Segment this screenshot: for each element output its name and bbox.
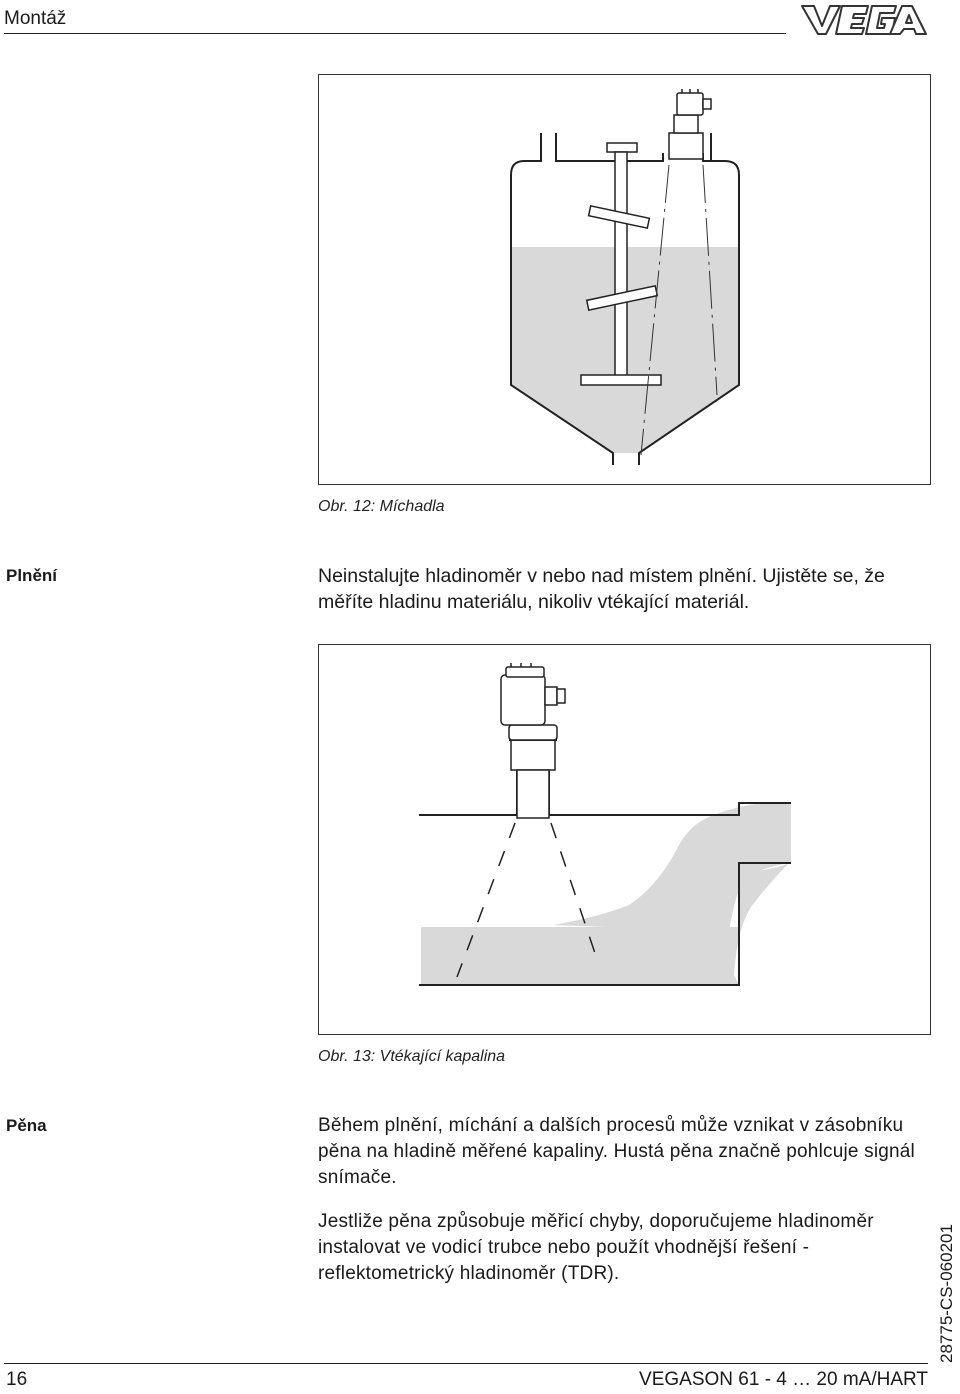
footer-divider: [4, 1363, 928, 1364]
document-code: 28775-CS-060201: [937, 1224, 956, 1363]
page-number: 16: [6, 1369, 28, 1390]
section-title: Montáž: [4, 8, 67, 29]
foam-paragraph-1: Během plnění, míchání a dalších procesů může vznikat v zásobníku pěna na hladině měřené kapaliny. Hustá pěna značně pohlcuje signál snímače.: [318, 1115, 915, 1188]
figure-agitator: [318, 74, 931, 485]
inflow-tank-drawing: [319, 645, 930, 1034]
filling-paragraph: Neinstalujte hladinoměr v nebo nad místem plnění. Ujistěte se, že měříte hladinu materiálu, nikoliv vtékající materiál.: [318, 565, 885, 613]
foam-paragraph-2: Jestliže pěna způsobuje měřicí chyby, doporučujeme hladinoměr instalovat ve vodicí trubce nebo použít vhodnější řešení - reflektometrický hladinoměr (TDR).: [318, 1211, 874, 1284]
agitator-tank-drawing: [319, 75, 930, 484]
figure-inflow: [318, 644, 931, 1035]
footer-document-title: VEGASON 61 - 4 … 20 mA/HART: [639, 1369, 928, 1390]
vega-logo: [798, 2, 930, 36]
section-label-foam: Pěna: [6, 1116, 47, 1135]
figure-13-caption: Obr. 13: Vtékající kapalina: [318, 1048, 506, 1065]
header-divider: [4, 33, 786, 34]
figure-12-caption: Obr. 12: Míchadla: [318, 498, 445, 515]
section-label-filling: Plnění: [6, 566, 58, 585]
